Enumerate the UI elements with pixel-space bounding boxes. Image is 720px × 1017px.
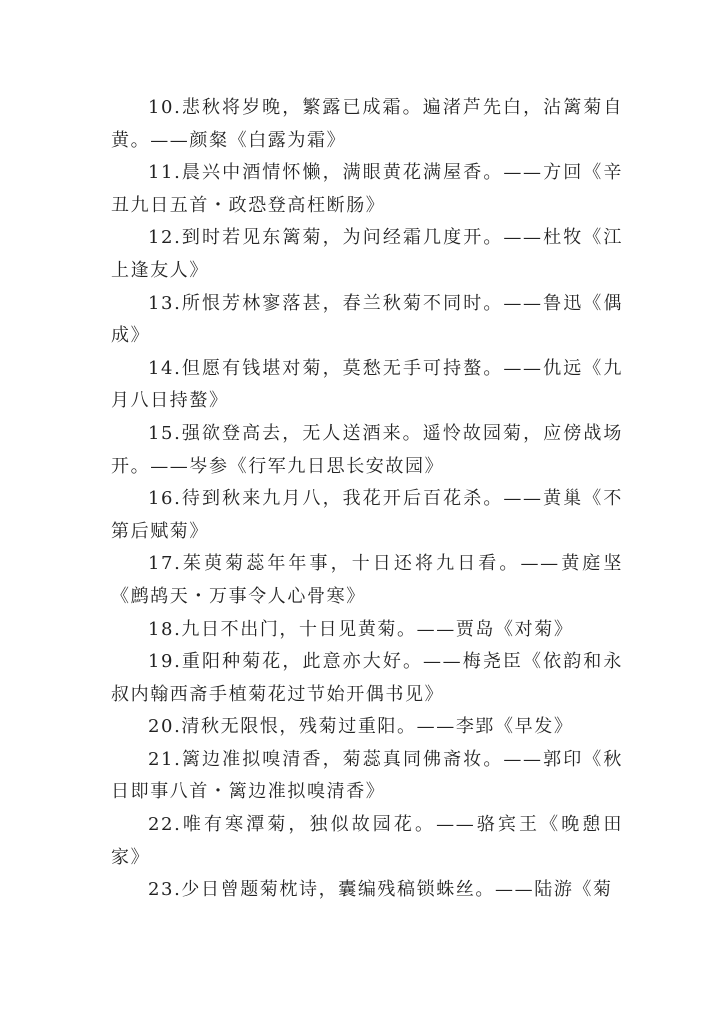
poem-quote-17: 17.茱萸菊蕊年年事，十日还将九日看。——黄庭坚《鹧鸪天・万事令人心骨寒》: [111, 553, 623, 607]
poem-quote-15: 15.强欲登高去，无人送酒来。遥怜故园菊，应傍战场开。——岑参《行军九日思长安故园》: [111, 422, 623, 477]
poem-quote-10: 10.悲秋将岁晚，繁露已成霜。遍渚芦先白，沾篱菊自黄。——颜粲《白露为霜》: [111, 97, 623, 151]
poem-quote-16: 16.待到秋来九月八，我花开后百花杀。——黄巢《不第后赋菊》: [111, 488, 623, 542]
poem-quote-18: 18.九日不出门，十日见黄菊。——贾岛《对菊》: [148, 618, 574, 640]
poem-quote-14: 14.但愿有钱堪对菊，莫愁无手可持螯。——仇远《九月八日持螯》: [111, 357, 623, 412]
poem-quote-11: 11.晨兴中酒情怀懒，满眼黄花满屋香。——方回《辛丑九日五首・政恐登高枉断肠》: [111, 162, 623, 216]
poem-quote-list: [111, 92, 623, 907]
poem-quote-21: 21.篱边准拟嗅清香，菊蕊真同佛斋妆。——郭印《秋日即事八首・篱边准拟嗅清香》: [111, 748, 623, 803]
poem-quote-19: 19.重阳种菊花，此意亦大好。——梅尧臣《依韵和永叔内翰西斋手植菊花过节始开偶书见》: [111, 651, 623, 705]
poem-quote-23: 23.少日曾题菊枕诗，囊编残稿锁蛛丝。——陆游《菊: [148, 879, 613, 901]
poem-quote-12: 12.到时若见东篱菊，为问经霜几度开。——杜牧《江上逢友人》: [111, 227, 623, 281]
poem-quote-20: 20.清秋无限恨，残菊过重阳。——李郢《早发》: [148, 716, 574, 738]
poem-quote-13: 13.所恨芳林寥落甚，春兰秋菊不同时。——鲁迅《偶成》: [111, 292, 623, 347]
poem-quote-22: 22.唯有寒潭菊，独似故园花。——骆宾王《晚憩田家》: [111, 814, 623, 868]
